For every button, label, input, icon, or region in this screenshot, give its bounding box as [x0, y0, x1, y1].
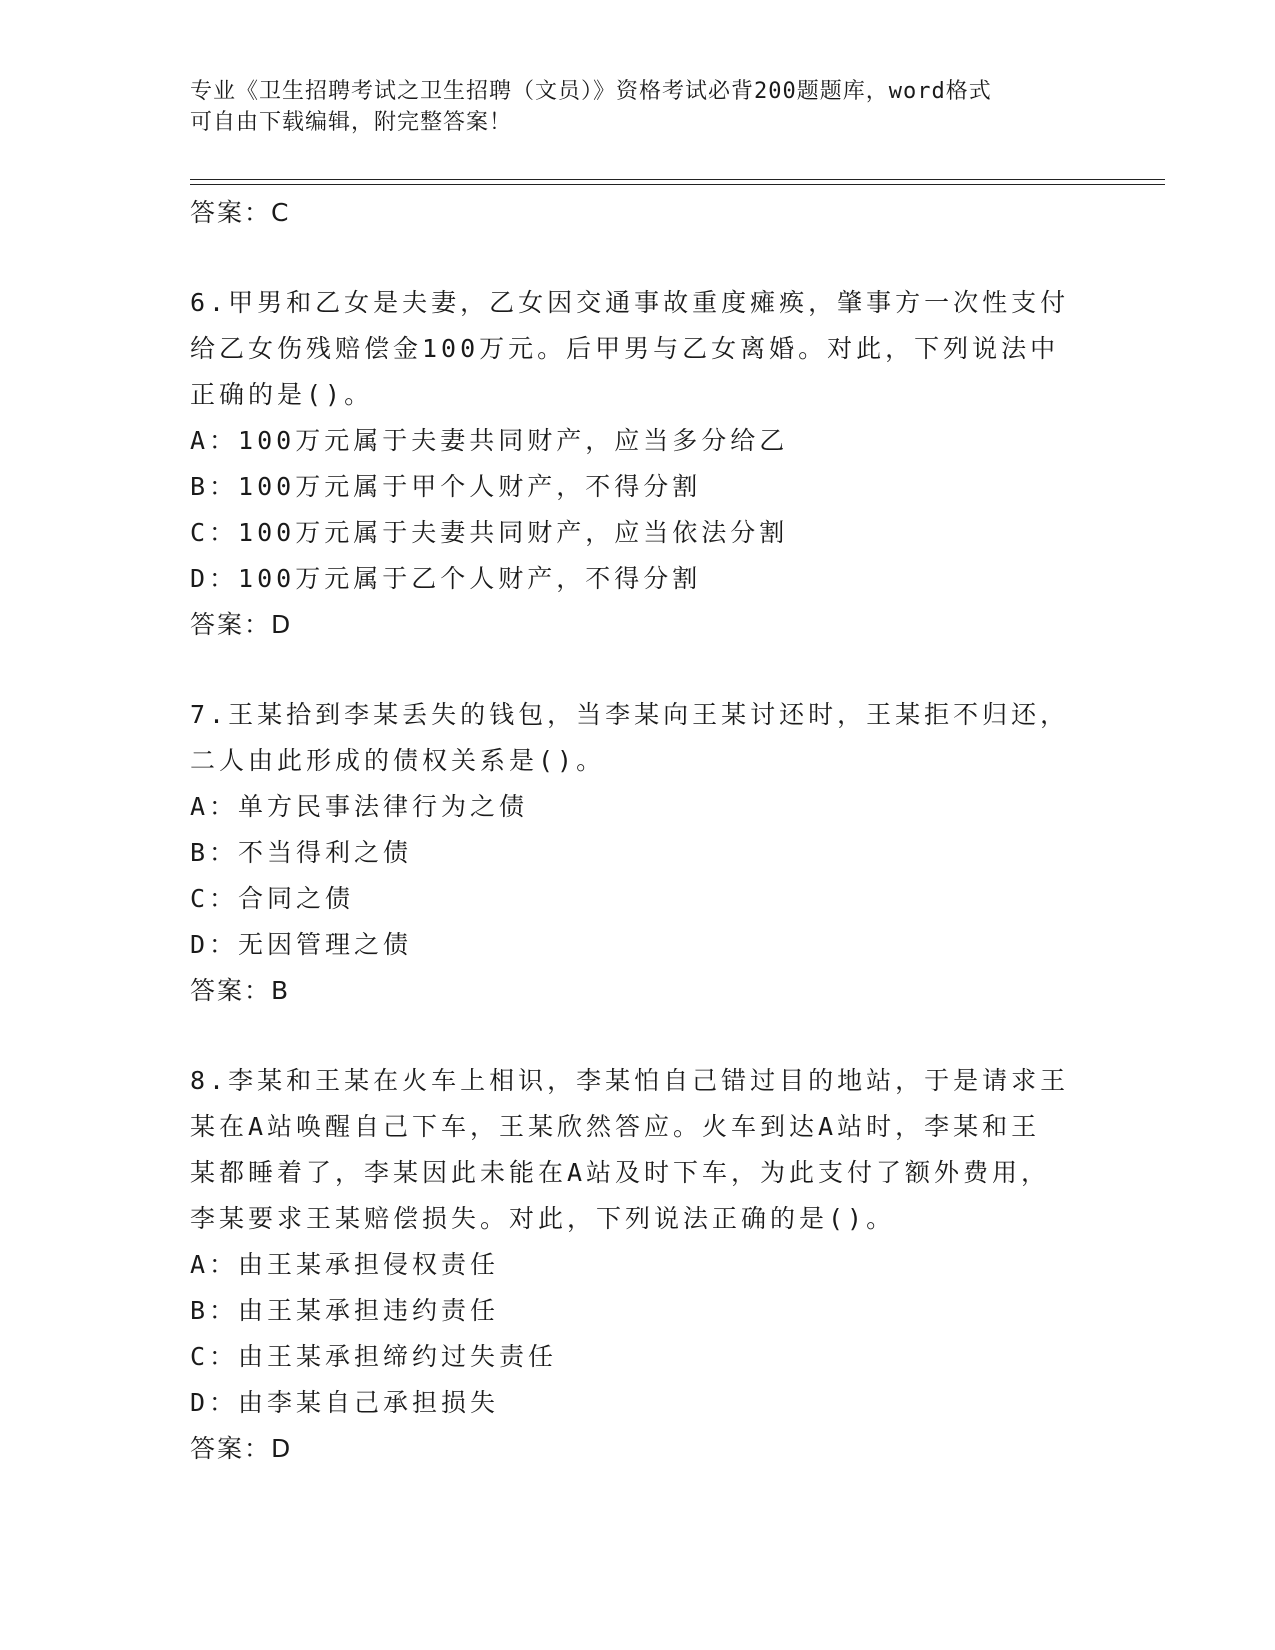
question-stem-line: 二人由此形成的债权关系是()。 — [190, 746, 606, 775]
question-stem-line: 李某要求王某赔偿损失。对此，下列说法正确的是()。 — [190, 1204, 896, 1233]
answer-line: 答案：D — [190, 1434, 293, 1463]
option-line: D：无因管理之债 — [190, 930, 413, 959]
option-line: D：由李某自己承担损失 — [190, 1388, 500, 1417]
header-line-1: 专业《卫生招聘考试之卫生招聘（文员）》资格考试必背200题题库，word格式 — [190, 79, 992, 104]
header-divider-bottom — [190, 184, 1165, 185]
option-line: A：100万元属于夫妻共同财产，应当多分给乙 — [190, 426, 789, 455]
page-header — [190, 76, 1080, 138]
question-list — [190, 190, 1090, 1472]
question-stem-line: 给乙女伤残赔偿金100万元。后甲男与乙女离婚。对此，下列说法中 — [190, 334, 1060, 363]
option-line: B：由王某承担违约责任 — [190, 1296, 500, 1325]
option-line: D：100万元属于乙个人财产，不得分割 — [190, 564, 702, 593]
question-stem-line: 某都睡着了，李某因此未能在A站及时下车，为此支付了额外费用， — [190, 1158, 1051, 1187]
question-stem-line: 正确的是()。 — [190, 380, 374, 409]
question-block — [190, 1058, 1090, 1472]
option-line: C：100万元属于夫妻共同财产，应当依法分割 — [190, 518, 789, 547]
option-line: A：由王某承担侵权责任 — [190, 1250, 500, 1279]
answer-line: 答案：C — [190, 198, 291, 227]
question-stem-line: 8.李某和王某在火车上相识，李某怕自己错过目的地站，于是请求王 — [190, 1066, 1070, 1095]
option-line: B：100万元属于甲个人财产，不得分割 — [190, 472, 702, 501]
questions-container — [190, 280, 1090, 1472]
option-line: C：由王某承担缔约过失责任 — [190, 1342, 558, 1371]
question-stem-line: 6.甲男和乙女是夫妻，乙女因交通事故重度瘫痪，肇事方一次性支付 — [190, 288, 1070, 317]
answer-line: 答案：D — [190, 610, 293, 639]
header-divider-top — [190, 179, 1165, 180]
question-block — [190, 280, 1090, 648]
header-line-2: 可自由下载编辑，附完整答案！ — [190, 110, 513, 135]
question-block — [190, 692, 1090, 1014]
option-line: B：不当得利之债 — [190, 838, 413, 867]
option-line: C：合同之债 — [190, 884, 355, 913]
option-line: A：单方民事法律行为之债 — [190, 792, 529, 821]
question-stem-line: 7.王某拾到李某丢失的钱包，当李某向王某讨还时，王某拒不归还， — [190, 700, 1070, 729]
answer-line: 答案：B — [190, 976, 291, 1005]
question-stem-line: 某在A站唤醒自己下车，王某欣然答应。火车到达A站时，李某和王 — [190, 1112, 1041, 1141]
